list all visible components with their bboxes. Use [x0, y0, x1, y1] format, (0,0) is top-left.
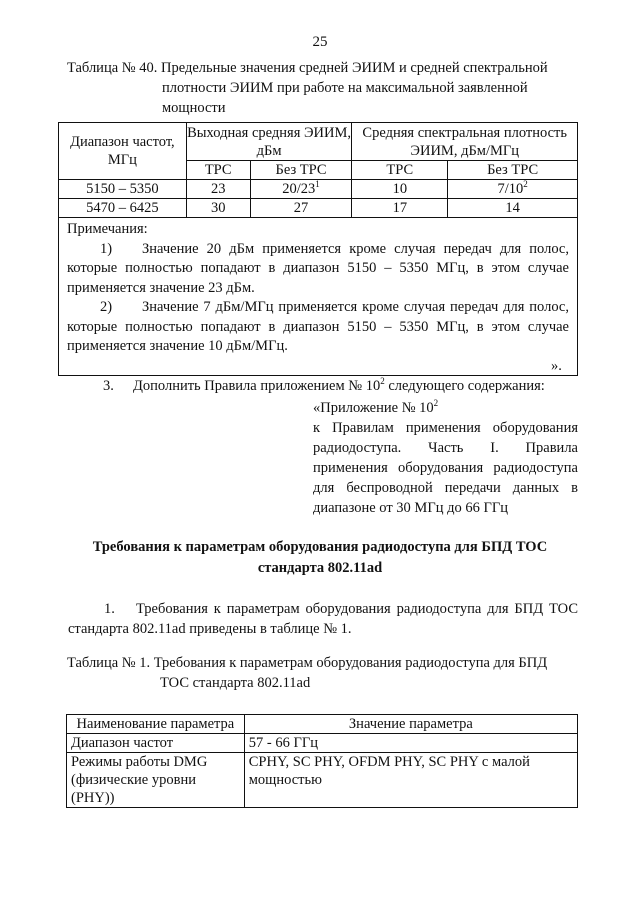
- table40-cell-psd-no-trs: [448, 180, 578, 199]
- paragraph-text: [68, 599, 578, 639]
- footnote-ref: 2: [523, 179, 528, 190]
- table40-cell-eirp-trs: 23: [186, 180, 250, 199]
- section-heading: [60, 537, 580, 579]
- table40-cell-eirp-no-trs: [250, 199, 352, 218]
- cell-value: 7/10: [497, 181, 524, 197]
- table40-header-eirp: Выходная средняя ЭИИМ, дБм: [187, 124, 352, 159]
- table1-cell-value: 57 - 66 ГГц: [244, 734, 577, 753]
- cell-value: 20/23: [282, 181, 316, 197]
- note-1: [67, 240, 569, 299]
- table40-cell-psd-trs: 10: [352, 180, 448, 199]
- table40-caption-line2: плотности ЭИИМ при работе на максимальной заявленной: [162, 80, 528, 96]
- table40-caption: [67, 58, 577, 118]
- table40-subheader-no-trs: Без ТРС: [448, 161, 578, 180]
- table1: [66, 714, 578, 808]
- heading-line1: Требования к параметрам оборудования радиодоступа для БПД ТОС: [92, 539, 548, 555]
- table1-cell-param: Режимы работы DMG (физические уровни (PHY)): [67, 753, 245, 808]
- table40-cell-freq: 5470 – 6425: [59, 199, 187, 218]
- table40: [58, 122, 578, 376]
- note-number: 2): [100, 299, 113, 315]
- table1-cell-value: CPHY, SC PHY, OFDM PHY, SC PHY с малой мощностью: [244, 753, 577, 808]
- table-row: [59, 199, 578, 218]
- paragraph-body: Требования к параметрам оборудования радиодоступа для БПД ТОС стандарта 802.11ad приведены в таблице № 1.: [68, 601, 578, 637]
- notes-title: Примечания:: [67, 221, 148, 237]
- paragraph-1: [68, 599, 578, 639]
- page-number: 25: [312, 34, 328, 50]
- table1-header-param: Наименование параметра: [67, 715, 245, 734]
- table1-header-value: Значение параметра: [244, 715, 577, 734]
- table40-cell-eirp-no-trs: [250, 180, 352, 199]
- table40-caption-line1: Таблица № 40. Предельные значения средней ЭИИМ и средней спектральной: [67, 60, 548, 76]
- paragraph-number: 1.: [104, 601, 115, 617]
- table40-subheader-trs: ТРС: [352, 161, 448, 180]
- table-row: [67, 734, 578, 753]
- table40-notes: [59, 218, 578, 376]
- item-number: 3.: [103, 378, 114, 394]
- appendix-block: [313, 398, 578, 518]
- table1-cell-param: Диапазон частот: [67, 734, 245, 753]
- item-text: Дополнить Правила приложением № 10: [133, 378, 381, 394]
- table-row: [67, 753, 578, 808]
- appendix-text: к Правилам применения оборудования радиодоступа. Часть I. Правила применения оборудования радиодоступа для беспроводной передачи данных в диапазоне от 30 МГц до 66 ГГц: [313, 420, 578, 516]
- item-3: [103, 378, 545, 395]
- note-text: Значение 7 дБм/МГц применяется кроме случая передач для полос, которые полностью попадают в диапазон 5150 – 5350 МГц, в этом случае применяется значение 10 дБм/МГц.: [67, 299, 569, 354]
- table40-cell-freq: 5150 – 5350: [59, 180, 187, 199]
- quote-close: ».: [551, 358, 562, 374]
- cell-value: 27: [293, 200, 309, 216]
- table40-cell-psd-no-trs: [448, 199, 578, 218]
- appendix-title-text: «Приложение № 10: [313, 400, 434, 416]
- superscript: 2: [433, 398, 439, 409]
- table1-caption-line1: Таблица № 1. Требования к параметрам оборудования радиодоступа для БПД: [67, 655, 548, 671]
- note-2: [67, 298, 569, 357]
- note-text: Значение 20 дБм применяется кроме случая передач для полос, которые полностью попадают в диапазон 5150 – 5350 МГц, в этом случае применяется значение 23 дБм.: [67, 240, 569, 296]
- table40-caption-line3: мощности: [162, 100, 226, 116]
- heading-line2: стандарта 802.11ad: [257, 560, 383, 576]
- superscript: 2: [380, 376, 385, 387]
- table40-header-freq: Диапазон частот, МГц: [59, 123, 187, 180]
- table1-caption: [67, 653, 577, 693]
- table40-subheader-no-trs: Без ТРС: [250, 161, 352, 180]
- table-row: [59, 180, 578, 199]
- table40-header-psd: Средняя спектральная плотность ЭИИМ, дБм/МГц: [352, 123, 578, 161]
- cell-value: 14: [505, 200, 520, 216]
- note-number: 1): [100, 240, 113, 257]
- item-text-tail: следующего содержания:: [384, 378, 545, 394]
- table40-subheader-trs: ТРС: [186, 161, 250, 180]
- table40-cell-eirp-trs: 30: [186, 199, 250, 218]
- footnote-ref: 1: [315, 179, 320, 190]
- table40-cell-psd-trs: 17: [352, 199, 448, 218]
- appendix-title: [313, 398, 578, 418]
- table1-caption-line2: ТОС стандарта 802.11ad: [160, 675, 311, 691]
